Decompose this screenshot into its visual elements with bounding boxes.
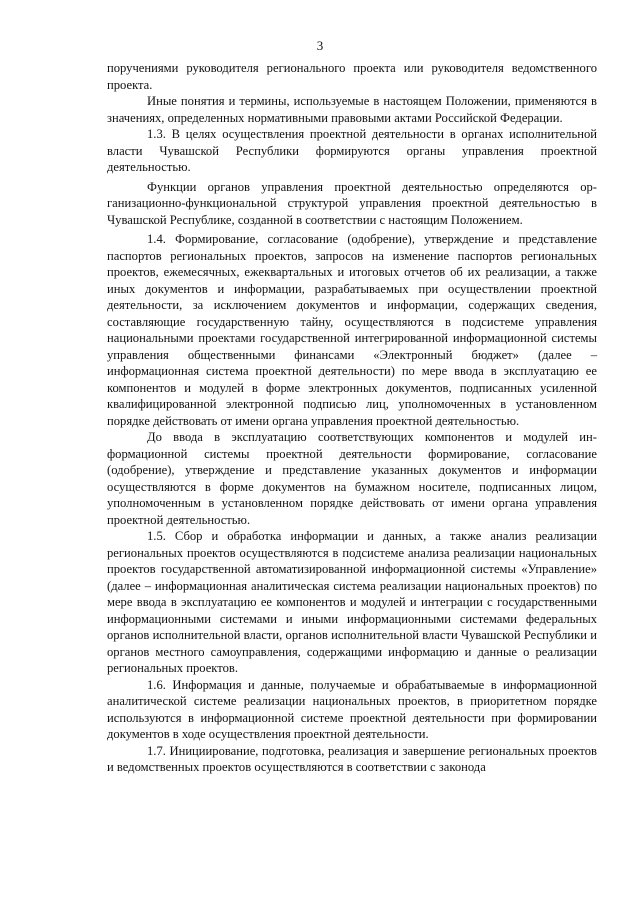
paragraph-1-3: 1.3. В целях осуществления проектной деятельности в органах исполнительной власти Чувашской Республики формируются органы управления проектной деятельностью. [107,127,597,174]
paragraph-1-7: 1.7. Инициирование, подготовка, реализация и завершение региональных проектов и ведомственных проектов осуществляются в соответствии с законода [107,743,597,774]
paragraph-continuation: поручениями руководителя регионального проекта или руководителя ведомственного проекта. [107,61,597,92]
paragraph-before-commissioning: До ввода в эксплуатацию соответствующих компонентов и модулей информационной системы проектной деятельности формирование, согласование (одобрение), утверждение и представление указанных документов и информации осуществляются в форме документов на бумажном носителе, подписанных лицом, уполномоченным в установленном порядке действовать от имени органа управления проектной деятельностью. [107,430,597,527]
paragraph-1-4: 1.4. Формирование, согласование (одобрение), утверждение и представление паспортов региональных проектов, запросов на изменение паспортов региональных проектов, ежемесячных, ежеквартальных и итоговых отчетов об их реализации, а также иных документов и информации, разрабатываемых при осуществлении проектной деятельности, за исключением документов и информации, содержащих сведения, составляющие государственную тайну, осуществляются в подсистеме управления национальными проектами государственной интегрированной информационной системы управления общественными финансами «Электронный бюджет» (далее – информационная система проектной деятельности) по мере ввода в эксплуатацию ее компонентов и модулей в форме электронных документов, подписанных усиленной квалифицированной электронной подписью лиц, уполномоченных в установленном порядке действовать от имени органа управления проектной деятельностью. [107,232,597,428]
paragraph-functions: Функции органов управления проектной деятельностью определяются организационно-функциональной структурой управления проектной деятельностью в Чувашской Республике, созданной в соответствии с настоящим Положением. [107,179,597,227]
page-number: 3 [316,38,324,53]
paragraph-1-6: 1.6. Информация и данные, получаемые и обрабатываемые в информационной аналитической системе реализации национальных проектов, в приоритетном порядке используются в информационной системе проектной деятельности при формировании документов в ходе осуществления проектной деятельности. [107,677,597,741]
paragraph-1-5: 1.5. Сбор и обработка информации и данных, а также анализ реализации региональных проектов осуществляются в подсистеме анализа реализации национальных проектов государственной автоматизированной информационной системы «Управление» (далее – информационная аналитическая система реализации национальных проектов) по мере ввода в эксплуатацию ее компонентов и модулей и интеграции с государственными информационными системами и иными информационными системами федеральных органов исполнительной власти, органов исполнительной власти Чувашской Республики и органов местного самоуправления, содержащими информацию и данные о реализации региональных проектов. [107,529,597,675]
document-body [107,60,597,776]
paragraph-terms: Иные понятия и термины, используемые в настоящем Положении, применяются в значениях, определенных нормативными правовыми актами Российской Федерации. [107,94,597,125]
